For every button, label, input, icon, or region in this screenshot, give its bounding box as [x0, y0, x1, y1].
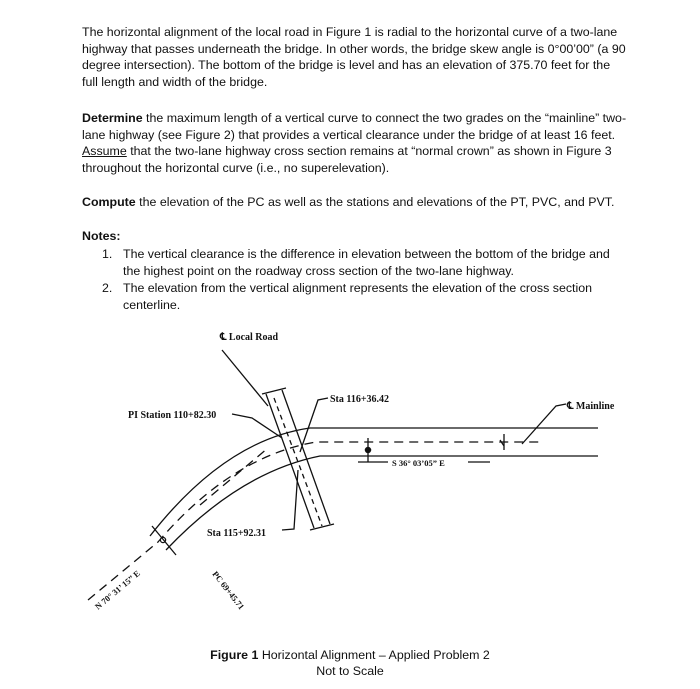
caption-scale-note: Not to Scale [316, 664, 384, 678]
figure-caption [0, 648, 700, 662]
determine-text-a: the maximum length of a vertical curve to connect the two grades on the “mainline” two-lane highway (see Figure 2) that provides a vertical clearance under the bridge of at least 16 feet. [82, 111, 627, 142]
pt-leader [300, 398, 328, 452]
note-number: 2. [102, 281, 113, 295]
pi-station-label: PI Station 110+82.30 [128, 410, 217, 421]
paragraph-intro: The horizontal alignment of the local road in Figure 1 is radial to the horizontal curve of a two-lane highway that passes underneath the bridge. In other words, the bridge skew angle is 0°00’00” (a 90 degree intersection). The bottom of the bridge is level and has an elevation of 375.70 feet for the full length and width of the bridge. [82, 25, 626, 89]
bearing-tangent2-label: S 36° 03’05” E [392, 458, 445, 468]
pc-tick [152, 526, 176, 555]
assume-keyword: Assume [82, 144, 127, 159]
bridge-sta-leader [282, 470, 298, 530]
local-road-line [222, 350, 268, 406]
pc-station-label: PC 69+45.71 [210, 569, 247, 612]
mainline-centerline [88, 442, 540, 600]
mainline-leader [522, 404, 566, 444]
bearing-tangent1-label: N 70° 31’ 15” E [92, 568, 142, 612]
note-text: The vertical clearance is the difference in elevation between the bottom of the bridge and the highest point on the roadway cross section of the two-lane highway. [123, 247, 610, 278]
bridge-station-label: Sta 115+92.31 [207, 528, 267, 539]
note-text: The elevation from the vertical alignment represents the elevation of the cross section centerline. [123, 281, 593, 312]
caption-figure-number: Figure 1 [210, 648, 259, 662]
note-number: 1. [102, 247, 113, 261]
pt-station-label: Sta 116+36.42 [330, 394, 390, 405]
pt-point [365, 447, 370, 452]
mainline-label: ℄ Mainline [567, 401, 615, 412]
determine-keyword: Determine [82, 111, 143, 125]
road-edge-north [150, 428, 598, 536]
cl-marker [500, 434, 504, 450]
notes-heading: Notes: [82, 229, 121, 243]
caption-title: Horizontal Alignment – Applied Problem 2 [258, 648, 490, 662]
compute-keyword: Compute [82, 195, 136, 209]
compute-text: the elevation of the PC as well as the stations and elevations of the PT, PVC, and PVT. [135, 195, 615, 209]
determine-text-b: that the two-lane highway cross section remains at “normal crown” as shown in Figure 3 throughout the horizontal curve (i.e., no superelevation). [82, 144, 612, 175]
local-road-label: ℄ Local Road [220, 332, 279, 343]
